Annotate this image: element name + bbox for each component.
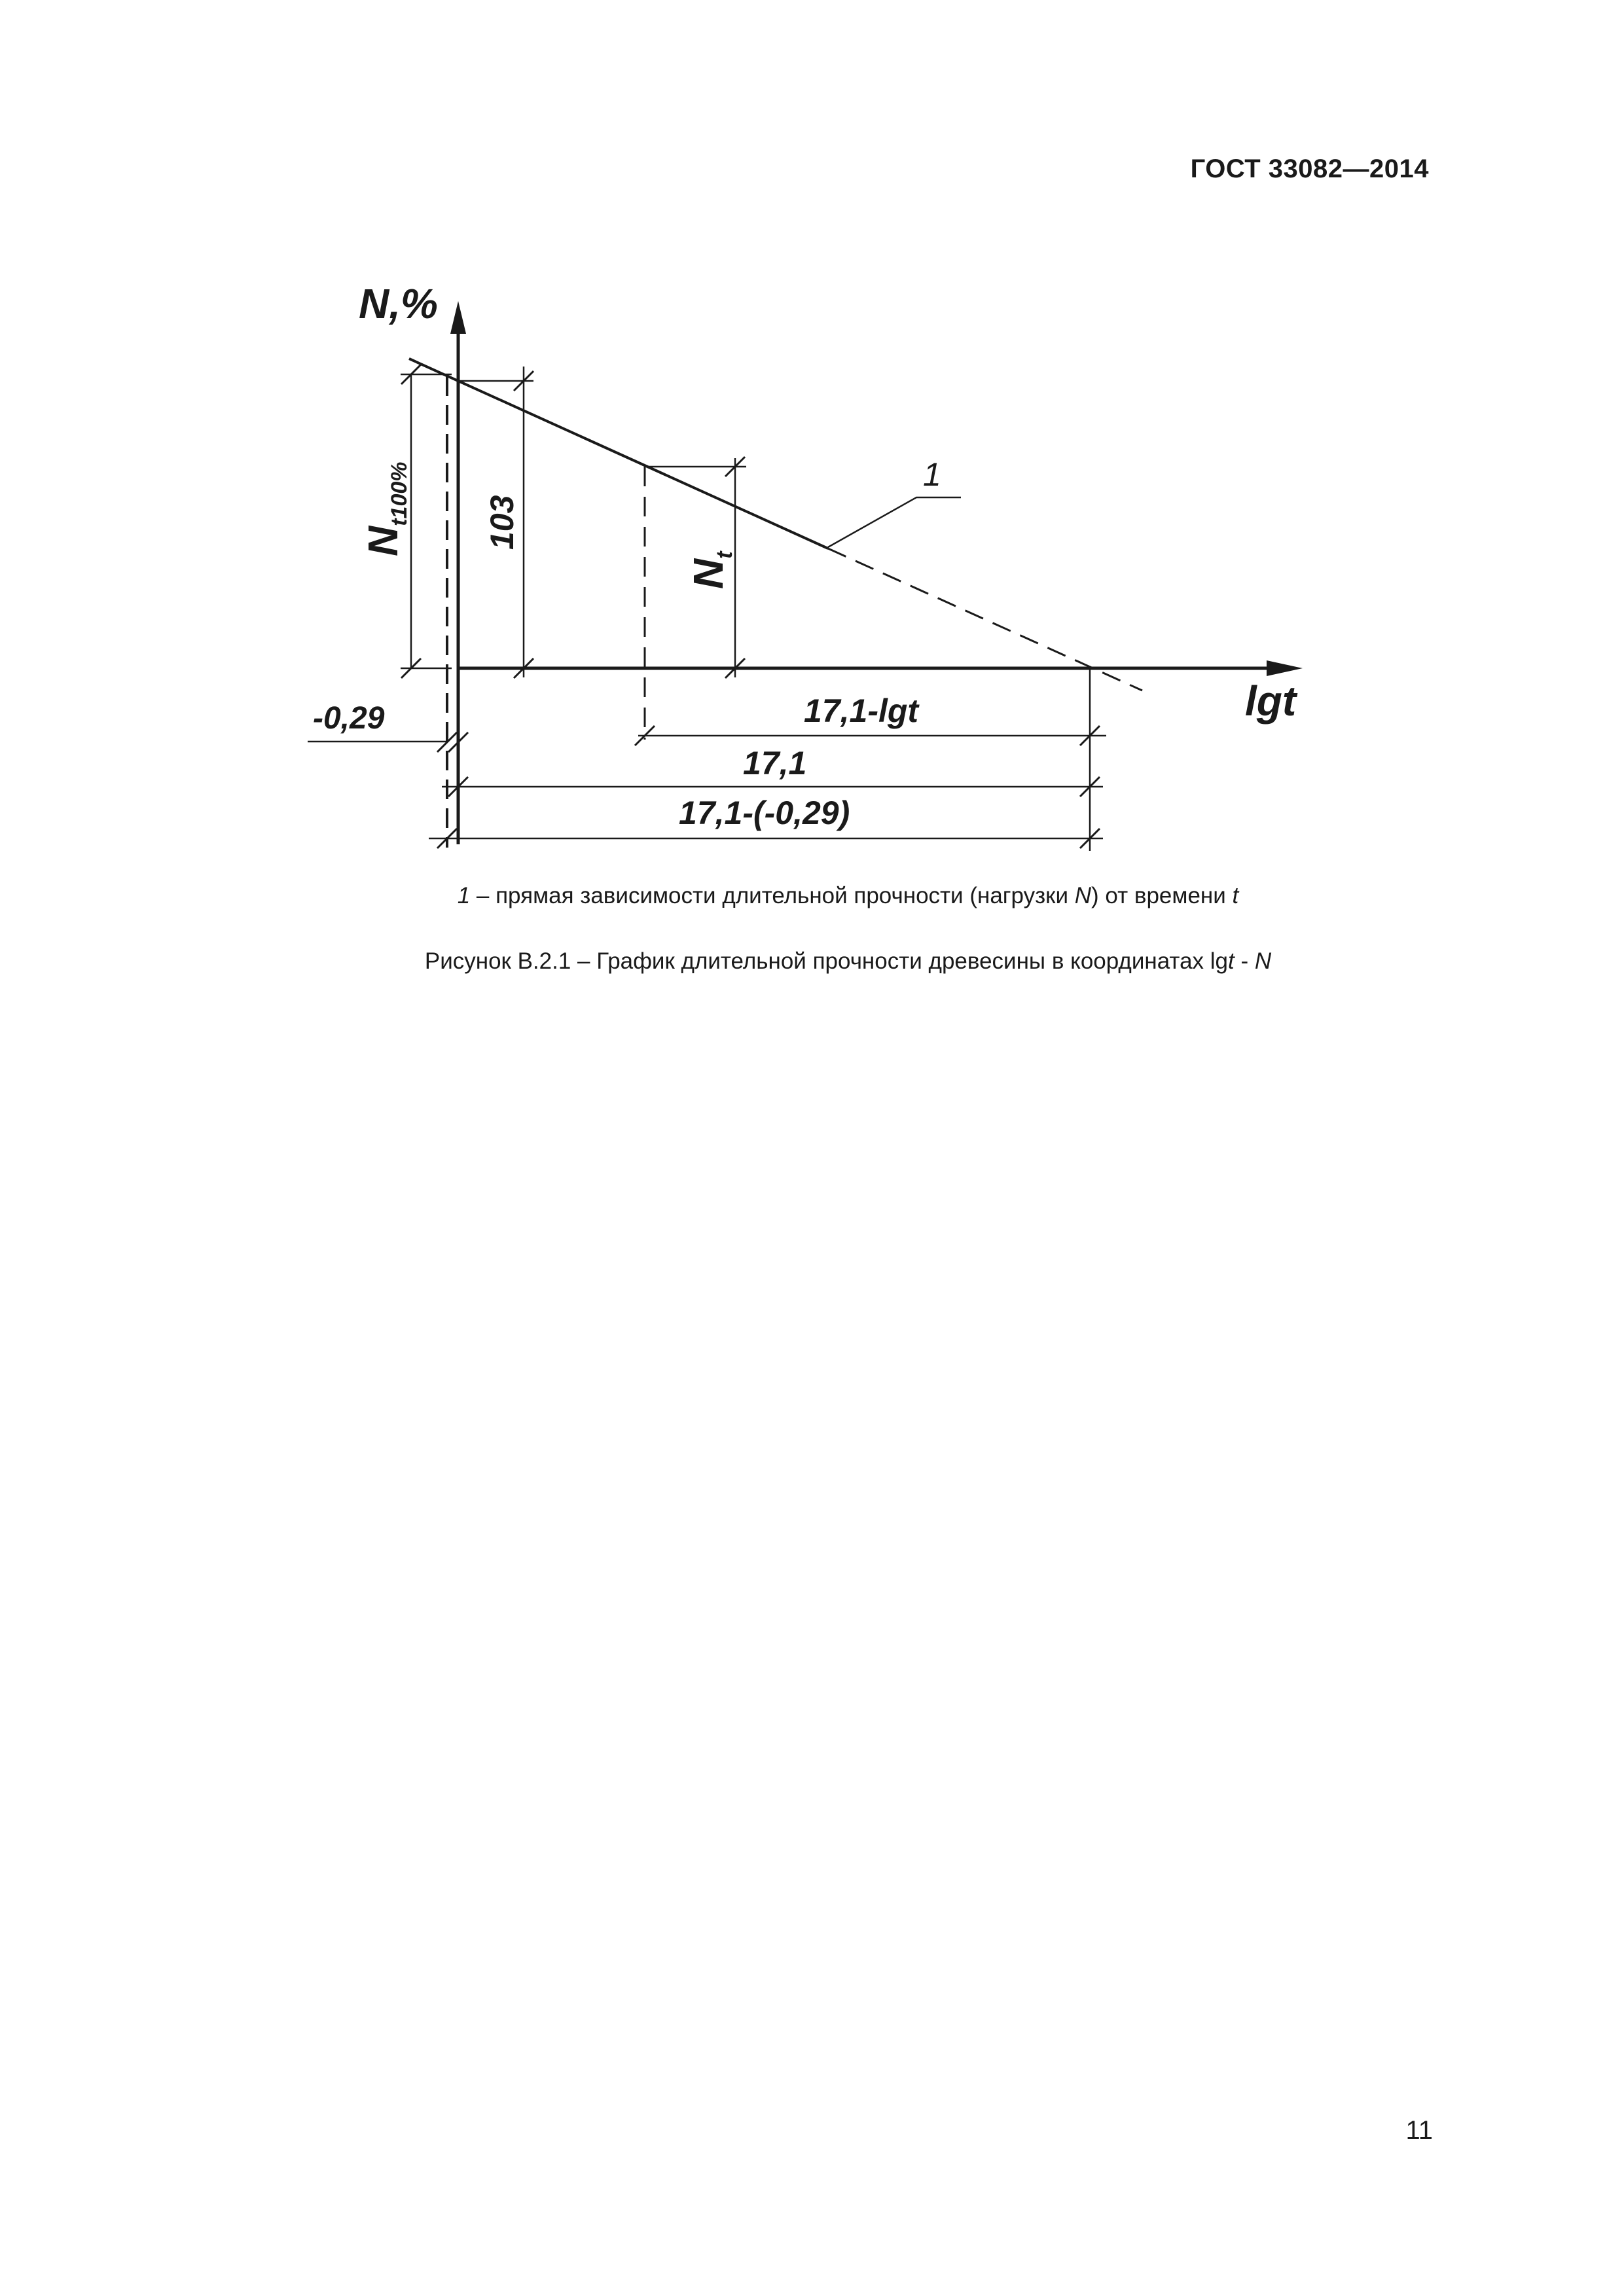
y-axis-arrow (450, 301, 466, 334)
caption-var-t: t (1228, 948, 1235, 974)
dim-nt-label: $N_t$ (685, 551, 737, 589)
legend-text-a: – прямая зависимости длительной прочности (нагрузки (470, 883, 1075, 908)
legend-var-n: N (1074, 883, 1092, 908)
caption-text-b: - (1234, 948, 1255, 974)
page-number: 11 (1405, 2116, 1433, 2145)
leader-1-label: 1 (923, 456, 941, 493)
figure-legend (0, 883, 1624, 909)
x-axis-arrow (1267, 660, 1303, 676)
legend-var-t: t (1232, 883, 1239, 908)
dim-171lgt-label: 17,1-lgt (804, 692, 919, 729)
long-term-strength-diagram (0, 0, 1624, 929)
legend-number: 1 (457, 883, 471, 908)
caption-text-a: Рисунок В.2.1 – График длительной прочности древесины в координатах lg (424, 948, 1228, 974)
dim-171neg029-label: 17,1-(-0,29) (679, 795, 850, 831)
y-axis-label: N,% (359, 280, 438, 327)
legend-text-b: ) от времени (1091, 883, 1233, 908)
dim-nt100-label: $N_{t100\%}$ (359, 461, 412, 556)
caption-var-n: N (1254, 948, 1272, 974)
strength-line-solid (409, 359, 828, 548)
dim-171-label: 17,1 (743, 745, 807, 781)
dim-neg029-label: -0,29 (313, 701, 385, 736)
figure-caption (0, 948, 1624, 975)
x-axis-label: lgt (1245, 677, 1297, 725)
leader-1-line (828, 497, 961, 547)
dim-103-label: 103 (484, 495, 520, 550)
diagram-svg (0, 0, 1624, 929)
standard-code: ГОСТ 33082—2014 (1190, 154, 1429, 183)
